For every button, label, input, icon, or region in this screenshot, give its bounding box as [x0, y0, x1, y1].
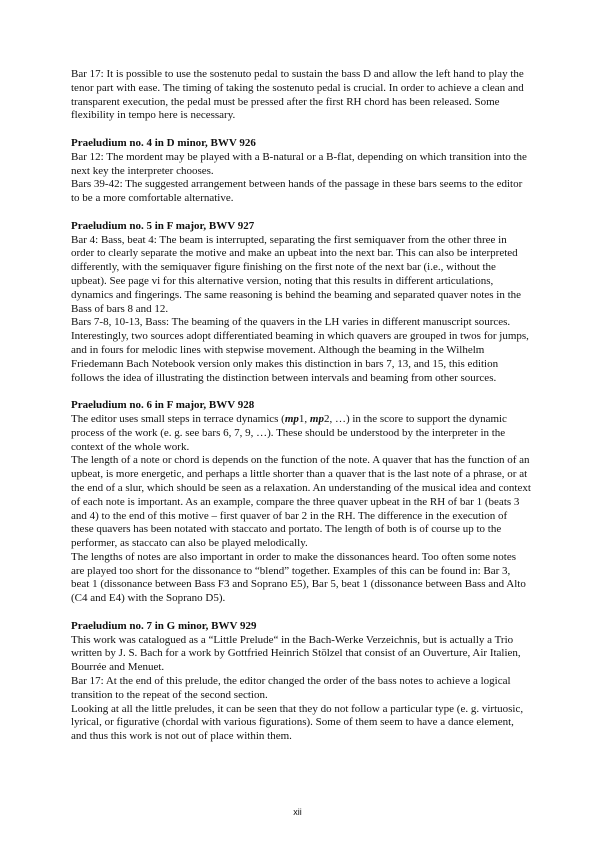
section-bwv-928: [71, 399, 531, 606]
section-heading: Praeludium no. 7 in G minor, BWV 929: [71, 619, 257, 632]
paragraph: Bar 12: The mordent may be played with a B-natural or a B-flat, depending on which transition into the next key the interpreter chooses.: [71, 150, 527, 177]
paragraph: Bars 39-42: The suggested arrangement between hands of the passage in these bars seems to the editor to be a more comfortable alternative.: [71, 178, 523, 205]
section-bwv-929: [71, 620, 531, 744]
paragraph: This work was catalogued as a “Little Prelude“ in the Bach-Werke Verzeichnis, but is actually a Trio written by J. S. Bach for a work by Gottfried Heinrich Stölzel that consist of an Ouverture, Air Italien, Bourrée and Menuet.: [71, 633, 521, 674]
page-body: [71, 68, 531, 758]
section-bwv-927: [71, 220, 531, 386]
dynamic-mark: mp: [284, 412, 299, 425]
page-number: xii: [293, 807, 302, 817]
text-run: , …) in the score to support the dynamic process of the work (e. g. see bars 6, 7, 9, …). These should be understood by the interpreter in the context of the whole work.: [71, 412, 507, 453]
section-bwv-926: [71, 137, 531, 206]
dynamics-paragraph: [71, 413, 531, 454]
text-run: The editor uses small steps in terrace dynamics (: [71, 412, 285, 425]
paragraph: Bar 17: At the end of this prelude, the editor changed the order of the bass notes to achieve a logical transition to the repeat of the second section.: [71, 675, 511, 701]
text-run: 1,: [298, 412, 310, 425]
intro-section: [71, 68, 531, 123]
paragraph: The lengths of notes are also important in order to make the dissonances heard. Too often some notes are played too short for the dissonance to “blend” together. Examples of this can be found in: Bar 3, beat 1 (dissonance between Bass F3 and Soprano E5), Bar 5, beat 1 (dissonance between Bass and Alto (C4 and E4) with the Soprano D5).: [71, 550, 526, 605]
paragraph: The length of a note or chord is depends on the function of the note. A quaver that has the function of an upbeat, is more energetic, and perhaps a little shorter than a quaver that is the last note of a phrase, or at the end of a slur, which should be seen as a relaxation. An understanding of the musical idea and context of each note is important. As an example, compare the three quaver upbeat in the RH of bar 1 (beats 3 and 4) to the end of this motive – first quaver of bar 2 in the RH. The difference in the execution of these quavers has been notated with staccato and portato. The length of both is of course up to the performer, as staccato can also be played melodically.: [71, 454, 531, 550]
dynamic-mark: mp: [309, 412, 324, 425]
paragraph: Bar 4: Bass, beat 4: The beam is interrupted, separating the first semiquaver from the other three in order to clearly separate the motive and make an upbeat into the next bar. This can also be interpreted differently, with the semiquaver figure finishing on the first note of the next bar (i.e., without the upbeat). See page vi for this alternative version, noting that this results in different articulations, dynamics and fingerings. The same reasoning is behind the beaming and separated quaver notes in the Bass of bars 8 and 12.: [71, 233, 522, 315]
paragraph: Bar 17: It is possible to use the sostenuto pedal to sustain the bass D and allow the left hand to play the tenor part with ease. The timing of taking the sostenuto pedal is crucial. In order to achieve a clean and transparent execution, the pedal must be pressed after the first RH chord has been released. Some flexibility in tempo here is necessary.: [71, 68, 524, 122]
paragraph: Bars 7-8, 10-13, Bass: The beaming of the quavers in the LH varies in different manuscript sources. Interestingly, two sources adopt differentiated beaming in which quavers are grouped in twos for jumps, and in fours for melodic lines with stepwise movement. Although the beaming in the Wilhelm Friedemann Bach Notebook version only makes this distinction in bars 7, 13, and 15, this edition follows the idea of illustrating the distinction between intervals and beaming from other sources.: [71, 316, 529, 384]
section-heading: Praeludium no. 5 in F major, BWV 927: [71, 219, 255, 232]
section-heading: Praeludium no. 4 in D minor, BWV 926: [71, 136, 256, 149]
section-heading: Praeludium no. 6 in F major, BWV 928: [71, 399, 255, 412]
paragraph: Looking at all the little preludes, it can be seen that they do not follow a particular type (e. g. virtuosic, lyrical, or figurative (chordal with various figurations). Some of them seem to have a dance element, and thus this work is not out of place within them.: [71, 702, 524, 743]
text-run: 2: [323, 412, 330, 425]
